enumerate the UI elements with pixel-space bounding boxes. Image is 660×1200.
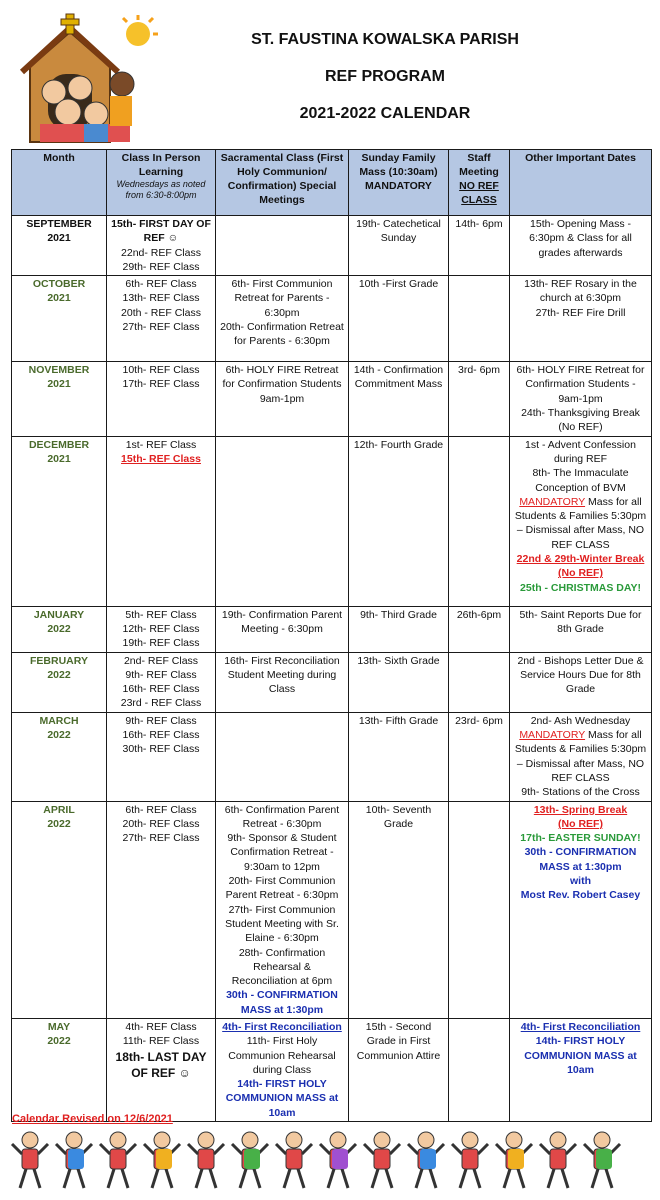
staff-cell xyxy=(449,276,510,362)
month-cell: MAY 2022 xyxy=(12,1018,107,1121)
other-cell: 13th- Spring Break (No REF) 17th- EASTER SUNDAY! 30th - CONFIRMATION MASS at 1:30pm with Most Rev. Robert Casey xyxy=(510,801,652,1018)
staff-cell: 26th-6pm xyxy=(449,606,510,652)
table-row xyxy=(12,652,652,712)
sacramental-cell: 6th- First Communion Retreat for Parents - 6:30pm 20th- Confirmation Retreat for Parents - 6:30pm xyxy=(216,276,349,362)
sacramental-cell xyxy=(216,216,349,276)
calendar-title: 2021-2022 CALENDAR xyxy=(299,105,471,122)
month-cell: JANUARY 2022 xyxy=(12,606,107,652)
sacramental-cell xyxy=(216,712,349,801)
header xyxy=(0,0,660,150)
staff-cell: 3rd- 6pm xyxy=(449,362,510,436)
staff-cell: 23rd- 6pm xyxy=(449,712,510,801)
month-cell: MARCH 2022 xyxy=(12,712,107,801)
month-cell: FEBRUARY 2022 xyxy=(12,652,107,712)
sunday-cell: 12th- Fourth Grade xyxy=(349,436,449,606)
sunday-cell: 9th- Third Grade xyxy=(349,606,449,652)
table-row xyxy=(12,362,652,436)
staff-cell xyxy=(449,652,510,712)
class-cell: 15th- FIRST DAY OF REF ☺ 22nd- REF Class 29th- REF Class xyxy=(107,216,216,276)
class-cell: 6th- REF Class 20th- REF Class 27th- REF Class xyxy=(107,801,216,1018)
month-cell: NOVEMBER 2021 xyxy=(12,362,107,436)
other-cell: 2nd - Bishops Letter Due & Service Hours Due for 8th Grade xyxy=(510,652,652,712)
program-title: REF PROGRAM xyxy=(325,68,445,85)
parish-title: ST. FAUSTINA KOWALSKA PARISH xyxy=(251,31,519,48)
table-row xyxy=(12,1018,652,1121)
sacramental-cell: 6th- HOLY FIRE Retreat for Confirmation Students 9am-1pm xyxy=(216,362,349,436)
staff-cell: 14th- 6pm xyxy=(449,216,510,276)
class-cell: 4th- REF Class 11th- REF Class 18th- LAST DAY OF REF ☺ xyxy=(107,1018,216,1121)
col-staff: Staff Meeting NO REF CLASS xyxy=(449,150,510,216)
sunday-cell: 14th - Confirmation Commitment Mass xyxy=(349,362,449,436)
children-border-illustration xyxy=(8,1128,654,1194)
church-children-logo xyxy=(10,12,160,144)
month-cell: DECEMBER 2021 xyxy=(12,436,107,606)
month-cell: OCTOBER 2021 xyxy=(12,276,107,362)
sunday-cell: 19th- Catechetical Sunday xyxy=(349,216,449,276)
sacramental-cell: 4th- First Reconciliation 11th- First Holy Communion Rehearsal during Class 14th- FIRST HOLY COMMUNION MASS at 10am xyxy=(216,1018,349,1121)
class-cell: 5th- REF Class 12th- REF Class 19th- REF Class xyxy=(107,606,216,652)
sunday-cell: 13th- Sixth Grade xyxy=(349,652,449,712)
col-other: Other Important Dates xyxy=(510,150,652,216)
table-row xyxy=(12,606,652,652)
sunday-cell: 15th - Second Grade in First Communion Attire xyxy=(349,1018,449,1121)
class-cell: 2nd- REF Class 9th- REF Class 16th- REF Class 23rd - REF Class xyxy=(107,652,216,712)
col-sacramental: Sacramental Class (First Holy Communion/ Confirmation) Special Meetings xyxy=(216,150,349,216)
month-cell: SEPTEMBER 2021 xyxy=(12,216,107,276)
table-row xyxy=(12,712,652,801)
class-cell: 10th- REF Class 17th- REF Class xyxy=(107,362,216,436)
table-row xyxy=(12,801,652,1018)
header-row xyxy=(12,150,652,216)
sunday-cell: 13th- Fifth Grade xyxy=(349,712,449,801)
col-month: Month xyxy=(12,150,107,216)
table-row xyxy=(12,276,652,362)
col-class: Class In Person Learning Wednesdays as noted from 6:30-8:00pm xyxy=(107,150,216,216)
class-cell: 9th- REF Class 16th- REF Class 30th- REF Class xyxy=(107,712,216,801)
other-cell: 1st - Advent Confession during REF 8th- The Immaculate Conception of BVM MANDATORY Mass for all Students & Families 5:30pm – Dismissal after Mass, NO REF CLASS 22nd & 29th-Winter Break (No REF) 25th - CHRISTMAS DAY! xyxy=(510,436,652,606)
class-cell: 6th- REF Class 13th- REF Class 20th - REF Class 27th- REF Class xyxy=(107,276,216,362)
other-cell: 2nd- Ash Wednesday MANDATORY Mass for all Students & Families 5:30pm – Dismissal after Mass, NO REF CLASS 9th- Stations of the Cross xyxy=(510,712,652,801)
other-cell: 6th- HOLY FIRE Retreat for Confirmation Students - 9am-1pm 24th- Thanksgiving Break (No REF) xyxy=(510,362,652,436)
sacramental-cell: 19th- Confirmation Parent Meeting - 6:30pm xyxy=(216,606,349,652)
sacramental-cell xyxy=(216,436,349,606)
other-cell: 15th- Opening Mass - 6:30pm & Class for all grades afterwards xyxy=(510,216,652,276)
title-block xyxy=(170,30,600,141)
other-cell: 5th- Saint Reports Due for 8th Grade xyxy=(510,606,652,652)
class-cell: 1st- REF Class 15th- REF Class xyxy=(107,436,216,606)
sunday-cell: 10th -First Grade xyxy=(349,276,449,362)
other-cell: 13th- REF Rosary in the church at 6:30pm 27th- REF Fire Drill xyxy=(510,276,652,362)
table-row xyxy=(12,436,652,606)
sacramental-cell: 16th- First Reconciliation Student Meeting during Class xyxy=(216,652,349,712)
other-cell: 4th- First Reconciliation 14th- FIRST HOLY COMMUNION MASS at 10am xyxy=(510,1018,652,1121)
staff-cell xyxy=(449,436,510,606)
revised-note: Calendar Revised on 12/6/2021 xyxy=(12,1113,173,1125)
sunday-cell: 10th- Seventh Grade xyxy=(349,801,449,1018)
col-sunday: Sunday Family Mass (10:30am) MANDATORY xyxy=(349,150,449,216)
sacramental-cell: 6th- Confirmation Parent Retreat - 6:30pm 9th- Sponsor & Student Confirmation Retreat - 9:30am to 12pm 20th- First Communion Parent Retreat - 6:30pm 27th- First Communion Student Meeting with Sr. Elaine - 6:30pm 28th- Confirmation Rehearsal & Reconciliation at 6pm 30th - CONFIRMATION MASS at 1:30pm xyxy=(216,801,349,1018)
staff-cell xyxy=(449,1018,510,1121)
month-cell: APRIL 2022 xyxy=(12,801,107,1018)
calendar-table xyxy=(11,149,652,1122)
table-row xyxy=(12,216,652,276)
staff-cell xyxy=(449,801,510,1018)
